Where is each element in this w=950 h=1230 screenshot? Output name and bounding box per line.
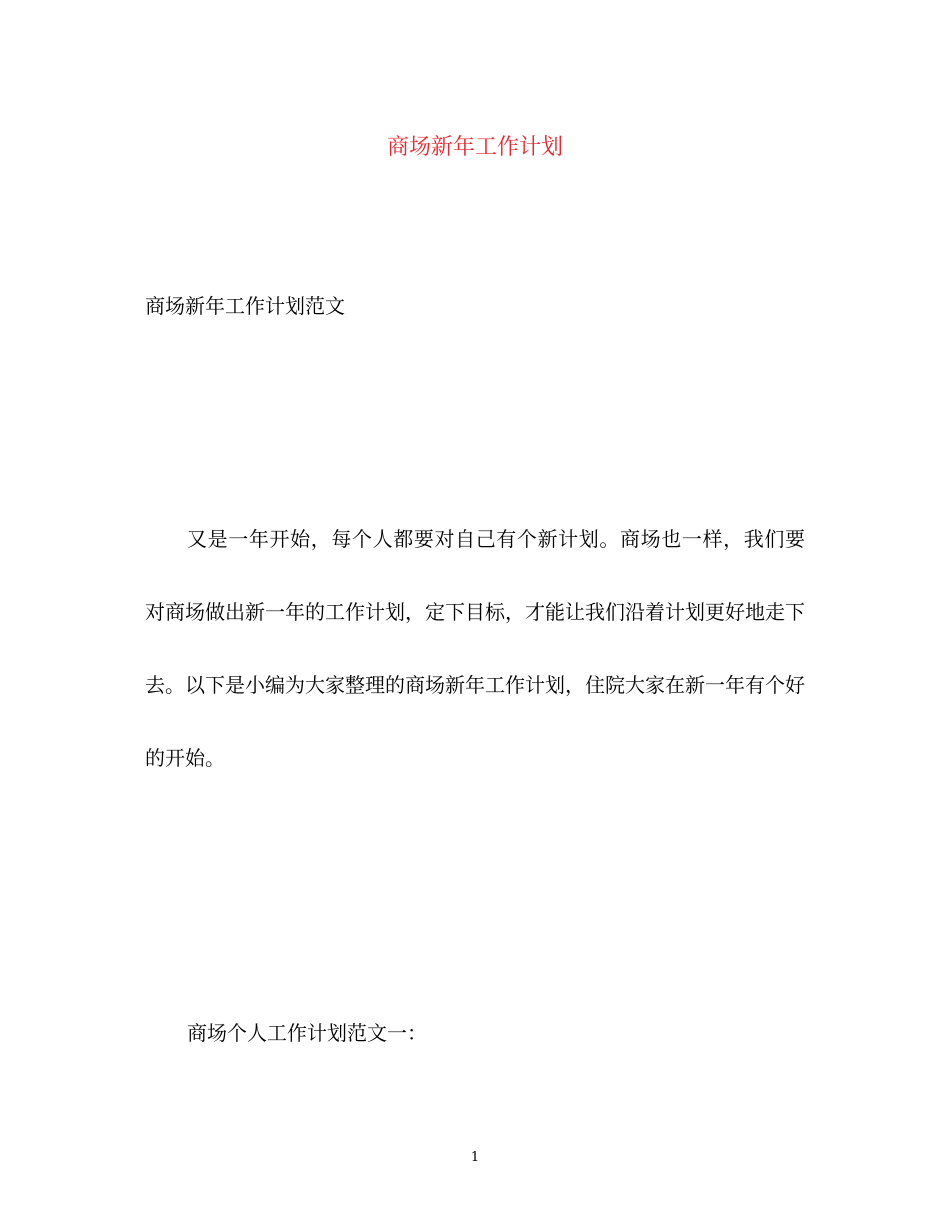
document-title: 商场新年工作计划 (386, 135, 563, 160)
intro-paragraph: 又是一年开始，每个人都要对自己有个新计划。商场也一样，我们要对商场做出新一年的工作计划，定下目标，才能让我们沿着计划更好地走下去。以下是小编为大家整理的商场新年工作计划，住院大家在新一年有个好的开始。 (145, 527, 805, 770)
document-subtitle: 商场新年工作计划范文 (145, 294, 345, 318)
section-heading: 商场个人工作计划范文一： (187, 1021, 427, 1045)
page-number: 1 (470, 1150, 480, 1165)
